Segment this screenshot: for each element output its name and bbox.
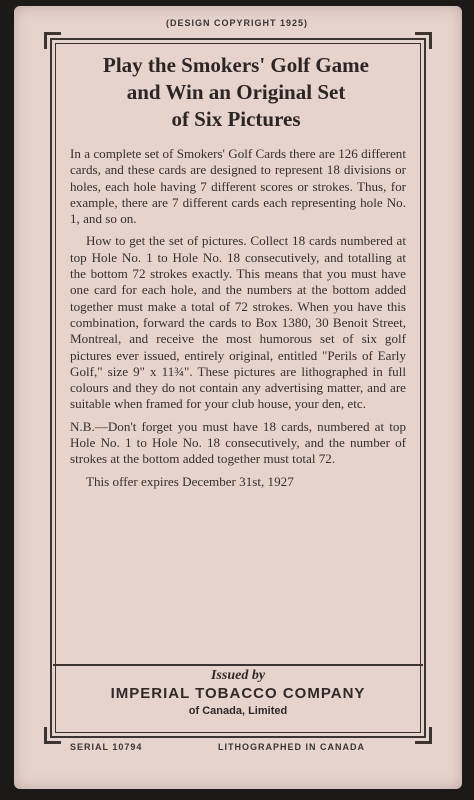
title-line: Play the Smokers' Golf Game xyxy=(103,53,369,77)
corner-ornament xyxy=(415,727,432,744)
card-title xyxy=(56,52,416,133)
copyright-notice: (DESIGN COPYRIGHT 1925) xyxy=(165,18,309,28)
corner-ornament xyxy=(44,32,61,49)
nota-bene-paragraph: N.B.—Don't forget you must have 18 cards, numbered at top Hole No. 1 to Hole No. 18 consecutively, and the number of strokes at the bottom added together must total 72. xyxy=(70,418,406,467)
title-line: of Six Pictures xyxy=(171,107,301,131)
corner-ornament xyxy=(44,727,61,744)
issued-by-label: Issued by xyxy=(210,668,266,683)
intro-paragraph: In a complete set of Smokers' Golf Cards there are 126 different cards, and these cards are designed to represent 18 divisions or holes, each hole having 7 different scores or strokes. Thus, for example, there are 7 different cards each representing hole No. 1, and so on. xyxy=(70,146,406,227)
offer-expiry: This offer expires December 31st, 1927 xyxy=(86,473,294,489)
corner-ornament xyxy=(415,32,432,49)
lithographed-note: LITHOGRAPHED IN CANADA xyxy=(218,742,365,752)
instructions-paragraph: How to get the set of pictures. Collect 18 cards numbered at top Hole No. 1 to Hole No. 18 consecutively, and totalling at the bottom 72 strokes exactly. This means that you must have one card for each hole, and the numbers at the bottom added together must make a total of 72 strokes. When you have this combination, forward the cards to Box 1380, 30 Benoit Street, Montreal, and receive the most humorous set of six golf pictures ever issued, entirely original, entitled "Perils of Early Golf," size 9" x 11¾". These pictures are lithographed in full colours and they do not contain any advertising matter, and are suitable when framed for your club house, your den, etc. xyxy=(70,233,406,412)
title-line: and Win an Original Set xyxy=(126,80,346,104)
card-body-text xyxy=(70,146,406,496)
serial-number: SERIAL 10794 xyxy=(70,742,143,752)
company-subtitle: of Canada, Limited xyxy=(188,705,288,717)
company-name: IMPERIAL TOBACCO COMPANY xyxy=(110,685,366,702)
issuer-block xyxy=(53,666,423,717)
